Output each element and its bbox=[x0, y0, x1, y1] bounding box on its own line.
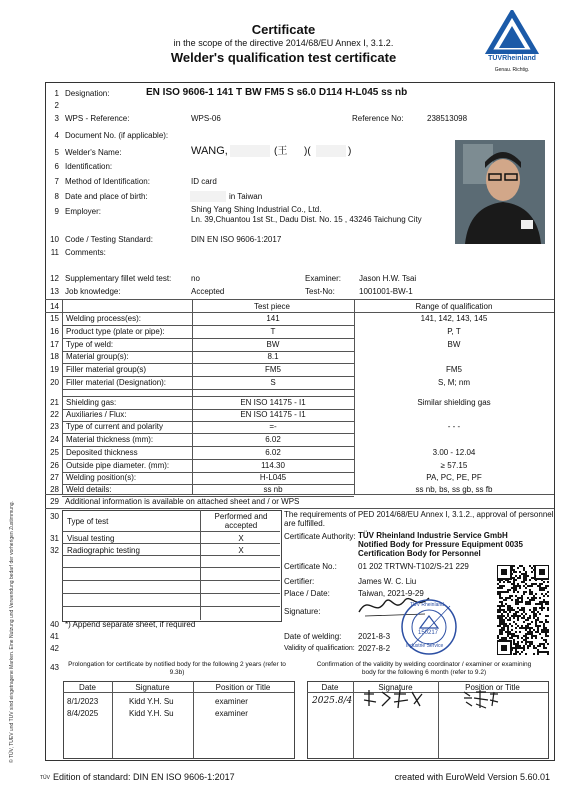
welding-date-value: 2021-8-3 bbox=[358, 632, 391, 641]
birth-value: in Taiwan bbox=[229, 192, 263, 201]
side-trademark-note: © TÜV, TUEV und TUV sind eingetragene Marken. Eine Nutzung und Verwendung bedarf der vorherigen Zustimmung. bbox=[9, 501, 15, 763]
prolong-left-sig-header: Signature bbox=[135, 683, 170, 692]
row-test-piece: 6.02 bbox=[265, 435, 281, 444]
examiner-value: Jason H.W. Tsai bbox=[359, 274, 417, 283]
validity-value: 2027-8-2 bbox=[358, 644, 391, 653]
logo-text: TÜVRheinland bbox=[488, 55, 536, 62]
type-of-test-header: Type of test bbox=[67, 517, 109, 526]
row-range: 141, 142, 143, 145 bbox=[420, 314, 488, 323]
row-test-piece: FM5 bbox=[265, 365, 281, 374]
comments-label: Comments: bbox=[65, 248, 106, 257]
prolong-row-sig: Kidd Y.H. Su bbox=[129, 709, 174, 718]
tuv-triangle-icon bbox=[477, 10, 547, 54]
person-icon bbox=[455, 140, 545, 244]
handwritten-signature-icon bbox=[360, 688, 430, 710]
row-label: Deposited thickness bbox=[66, 448, 138, 457]
document-label: Document No. (if applicable): bbox=[65, 131, 169, 140]
code-value: DIN EN ISO 9606-1:2017 bbox=[191, 235, 282, 244]
row-test-piece: EN ISO 14175 - I1 bbox=[240, 410, 306, 419]
range-header: Range of qualification bbox=[415, 302, 493, 311]
row-number: 23 bbox=[50, 422, 59, 431]
tuv-logo bbox=[477, 10, 547, 74]
reference-label: Reference No: bbox=[352, 114, 404, 123]
row-label: Welding process(es): bbox=[66, 314, 141, 323]
row-label: Product type (plate or pipe): bbox=[66, 327, 165, 336]
row-range: S, M; nm bbox=[437, 378, 470, 387]
signature-label: Signature: bbox=[284, 607, 321, 616]
welder-name-label: Welder's Name: bbox=[65, 148, 122, 157]
row-number: 25 bbox=[50, 448, 59, 457]
test-piece-header: Test piece bbox=[253, 302, 291, 311]
row-number: 19 bbox=[50, 365, 59, 374]
append-note: *) Append separate sheet, if required bbox=[65, 620, 196, 629]
row-number: 28 bbox=[50, 485, 59, 494]
row-test-piece: 114.30 bbox=[261, 461, 285, 470]
stamp-bottom-text: Industrie Service bbox=[406, 643, 444, 649]
certifier-label: Certifier: bbox=[284, 577, 315, 586]
row-number: 26 bbox=[50, 461, 59, 470]
row-number: 20 bbox=[50, 378, 59, 387]
welder-name-paren: )( bbox=[304, 146, 311, 157]
row-range: PA, PC, PE, PF bbox=[426, 473, 482, 482]
row-label: Filler material group(s) bbox=[66, 365, 147, 374]
prolong-row-sig: Kidd Y.H. Su bbox=[129, 697, 174, 706]
row-range: BW bbox=[447, 340, 461, 349]
designation-value: EN ISO 9606-1 141 T BW FM5 S s6.0 D114 H-L045 ss nb bbox=[146, 87, 408, 98]
ped-text: The requirements of PED 2014/68/EU Annex I, 3.1.2., approval of personnel bbox=[284, 510, 554, 519]
authority-name: TÜV Rheinland Industrie Service GmbH bbox=[358, 531, 508, 540]
additional-info: Additional information is available on attached sheet and / or WPS bbox=[65, 497, 300, 506]
handwritten-title-icon bbox=[460, 688, 500, 710]
row-label: Shielding gas: bbox=[66, 398, 117, 407]
visual-mark: X bbox=[238, 534, 244, 543]
fillet-value: no bbox=[191, 274, 200, 283]
stamp-top-text: TÜV Rheinland bbox=[410, 602, 444, 608]
row-number: 18 bbox=[50, 352, 59, 361]
row-range: ss nb, bs, ss gb, ss fb bbox=[415, 485, 493, 494]
prolong-left-pos-header: Position or Title bbox=[215, 683, 271, 692]
row-label: Welding position(s): bbox=[66, 473, 137, 482]
employer-address: Ln. 39,Chuantou 1st St., Dadu Dist. No. 15 , 43246 Taichung City bbox=[191, 215, 422, 224]
radiographic-testing: Radiographic testing bbox=[67, 546, 140, 555]
radio-mark: X bbox=[238, 546, 244, 555]
accepted-header: accepted bbox=[224, 521, 258, 530]
certno-value: 01 202 TRTWN-T102/S-21 229 bbox=[358, 562, 469, 571]
row-test-piece: =- bbox=[269, 422, 277, 431]
fillet-label: Supplementary fillet weld test: bbox=[65, 274, 172, 283]
reference-value: 238513098 bbox=[427, 114, 468, 123]
welder-name-chinese: (王 bbox=[274, 146, 288, 157]
validity-label: Validity of qualification: bbox=[284, 645, 355, 652]
prolong-left-text-2: 9.3b) bbox=[169, 669, 185, 676]
redacted-block bbox=[190, 191, 226, 202]
row-label: Weld details: bbox=[66, 485, 112, 494]
welder-name-value: WANG, bbox=[191, 145, 228, 157]
employer-label: Employer: bbox=[65, 207, 102, 216]
redacted-block bbox=[230, 145, 270, 157]
logo-tagline: Genau. Richtig. bbox=[494, 67, 530, 73]
welder-photo bbox=[455, 140, 545, 244]
identification-label: Identification: bbox=[65, 162, 113, 171]
handwritten-date: 2025.8/4 bbox=[312, 696, 353, 706]
designation-label: Designation: bbox=[65, 89, 110, 98]
method-value: ID card bbox=[191, 177, 217, 186]
job-label: Job knowledge: bbox=[65, 287, 121, 296]
authority-notified: Notified Body for Pressure Equipment 0035 bbox=[358, 540, 523, 549]
job-value: Accepted bbox=[191, 287, 225, 296]
row-number: 15 bbox=[50, 314, 59, 323]
row-test-piece: T bbox=[270, 327, 276, 336]
edition-text: Edition of standard: DIN EN ISO 9606-1:2017 bbox=[53, 772, 235, 782]
prolong-right-date-header: Date bbox=[321, 683, 339, 692]
row-label: Type of current and polarity bbox=[66, 422, 163, 431]
authority-cert-body: Certification Body for Personnel bbox=[358, 549, 481, 558]
row-label: Filler material (Designation): bbox=[66, 378, 167, 387]
row-range: 3.00 - 12.04 bbox=[432, 448, 476, 457]
row-range: P, T bbox=[447, 327, 461, 336]
row-label: Outside pipe diameter. (mm): bbox=[66, 461, 170, 470]
certno-label: Certificate No.: bbox=[284, 562, 337, 571]
prolong-right-text: Confirmation of the validity by welding coordinator / examiner or examining bbox=[316, 661, 532, 668]
examiner-label: Examiner: bbox=[305, 274, 342, 283]
authority-label: Certificate Authority: bbox=[284, 532, 356, 541]
created-with: created with EuroWeld Version 5.60.01 bbox=[394, 772, 550, 782]
prolong-row-date: 8/4/2025 bbox=[67, 709, 99, 718]
certificate-subtitle: Welder's qualification test certificate bbox=[170, 50, 397, 65]
prolong-right-text-2: body for the following 6 month (refer to 9.2) bbox=[361, 669, 487, 676]
row-range: ≥ 57.15 bbox=[440, 461, 468, 470]
row-number: 24 bbox=[50, 435, 59, 444]
place-label: Place / Date: bbox=[284, 589, 330, 598]
prolong-right-sig-header: Signature bbox=[378, 683, 413, 692]
redacted-block bbox=[316, 145, 346, 157]
row-test-piece: 141 bbox=[266, 314, 280, 323]
row-test-piece: ss nb bbox=[263, 485, 283, 494]
row-range: FM5 bbox=[446, 365, 462, 374]
certifier-value: James W. C. Liu bbox=[358, 577, 417, 586]
row-label: Type of weld: bbox=[66, 340, 114, 349]
prolong-row-pos: examiner bbox=[215, 709, 248, 718]
prolong-left-date-header: Date bbox=[79, 683, 96, 692]
wps-label: WPS - Reference: bbox=[65, 114, 130, 123]
prolong-row-date: 8/1/2023 bbox=[67, 697, 99, 706]
method-label: Method of Identification: bbox=[65, 177, 150, 186]
row-label: Material thickness (mm): bbox=[66, 435, 154, 444]
qr-code-icon bbox=[497, 565, 549, 655]
row-number: 22 bbox=[50, 410, 59, 419]
stamp-number: 150217 bbox=[418, 630, 439, 636]
row-label: Material group(s): bbox=[66, 352, 129, 361]
performed-header: Performed and bbox=[214, 512, 268, 521]
visual-testing: Visual testing bbox=[67, 534, 115, 543]
birth-label: Date and place of birth: bbox=[65, 192, 148, 201]
wps-value: WPS-06 bbox=[191, 114, 221, 123]
row-test-piece: EN ISO 14175 - I1 bbox=[240, 398, 306, 407]
row-test-piece: 6.02 bbox=[265, 448, 281, 457]
row-number: 27 bbox=[50, 473, 59, 482]
row-range: Similar shielding gas bbox=[417, 398, 491, 407]
code-label: Code / Testing Standard: bbox=[65, 235, 153, 244]
scope-line: in the scope of the directive 2014/68/EU Annex I, 3.1.2. bbox=[173, 38, 394, 48]
row-number: 17 bbox=[50, 340, 59, 349]
prolong-right-pos-header: Position or Title bbox=[465, 683, 520, 692]
qr-code bbox=[497, 565, 549, 655]
testno-label: Test-No: bbox=[305, 287, 335, 296]
prolong-left-text: Prolongation for certificate by notified body for the following 2 years (refer to bbox=[68, 661, 286, 668]
footer-small: TÜV bbox=[40, 775, 50, 781]
testno-value: 1001001-BW-1 bbox=[359, 287, 413, 296]
place-value: Taiwan, 2021-9-29 bbox=[358, 589, 424, 598]
welder-name-paren-close: ) bbox=[348, 146, 352, 157]
row-range: - - - bbox=[447, 422, 461, 431]
ped-text-2: are fulfilled. bbox=[284, 519, 325, 528]
row-label: Auxiliaries / Flux: bbox=[66, 410, 127, 419]
row-test-piece: H-L045 bbox=[259, 473, 287, 482]
prolong-row-pos: examiner bbox=[215, 697, 248, 706]
row-number: 21 bbox=[50, 398, 59, 407]
welding-date-label: Date of welding: bbox=[284, 632, 342, 641]
row-test-piece: 8.1 bbox=[267, 352, 279, 361]
row-number: 16 bbox=[50, 327, 59, 336]
employer-name: Shing Yang Shing Industrial Co., Ltd. bbox=[191, 205, 322, 214]
row-test-piece: S bbox=[270, 378, 276, 387]
row-test-piece: BW bbox=[266, 340, 280, 349]
certificate-title: Certificate bbox=[251, 22, 316, 37]
